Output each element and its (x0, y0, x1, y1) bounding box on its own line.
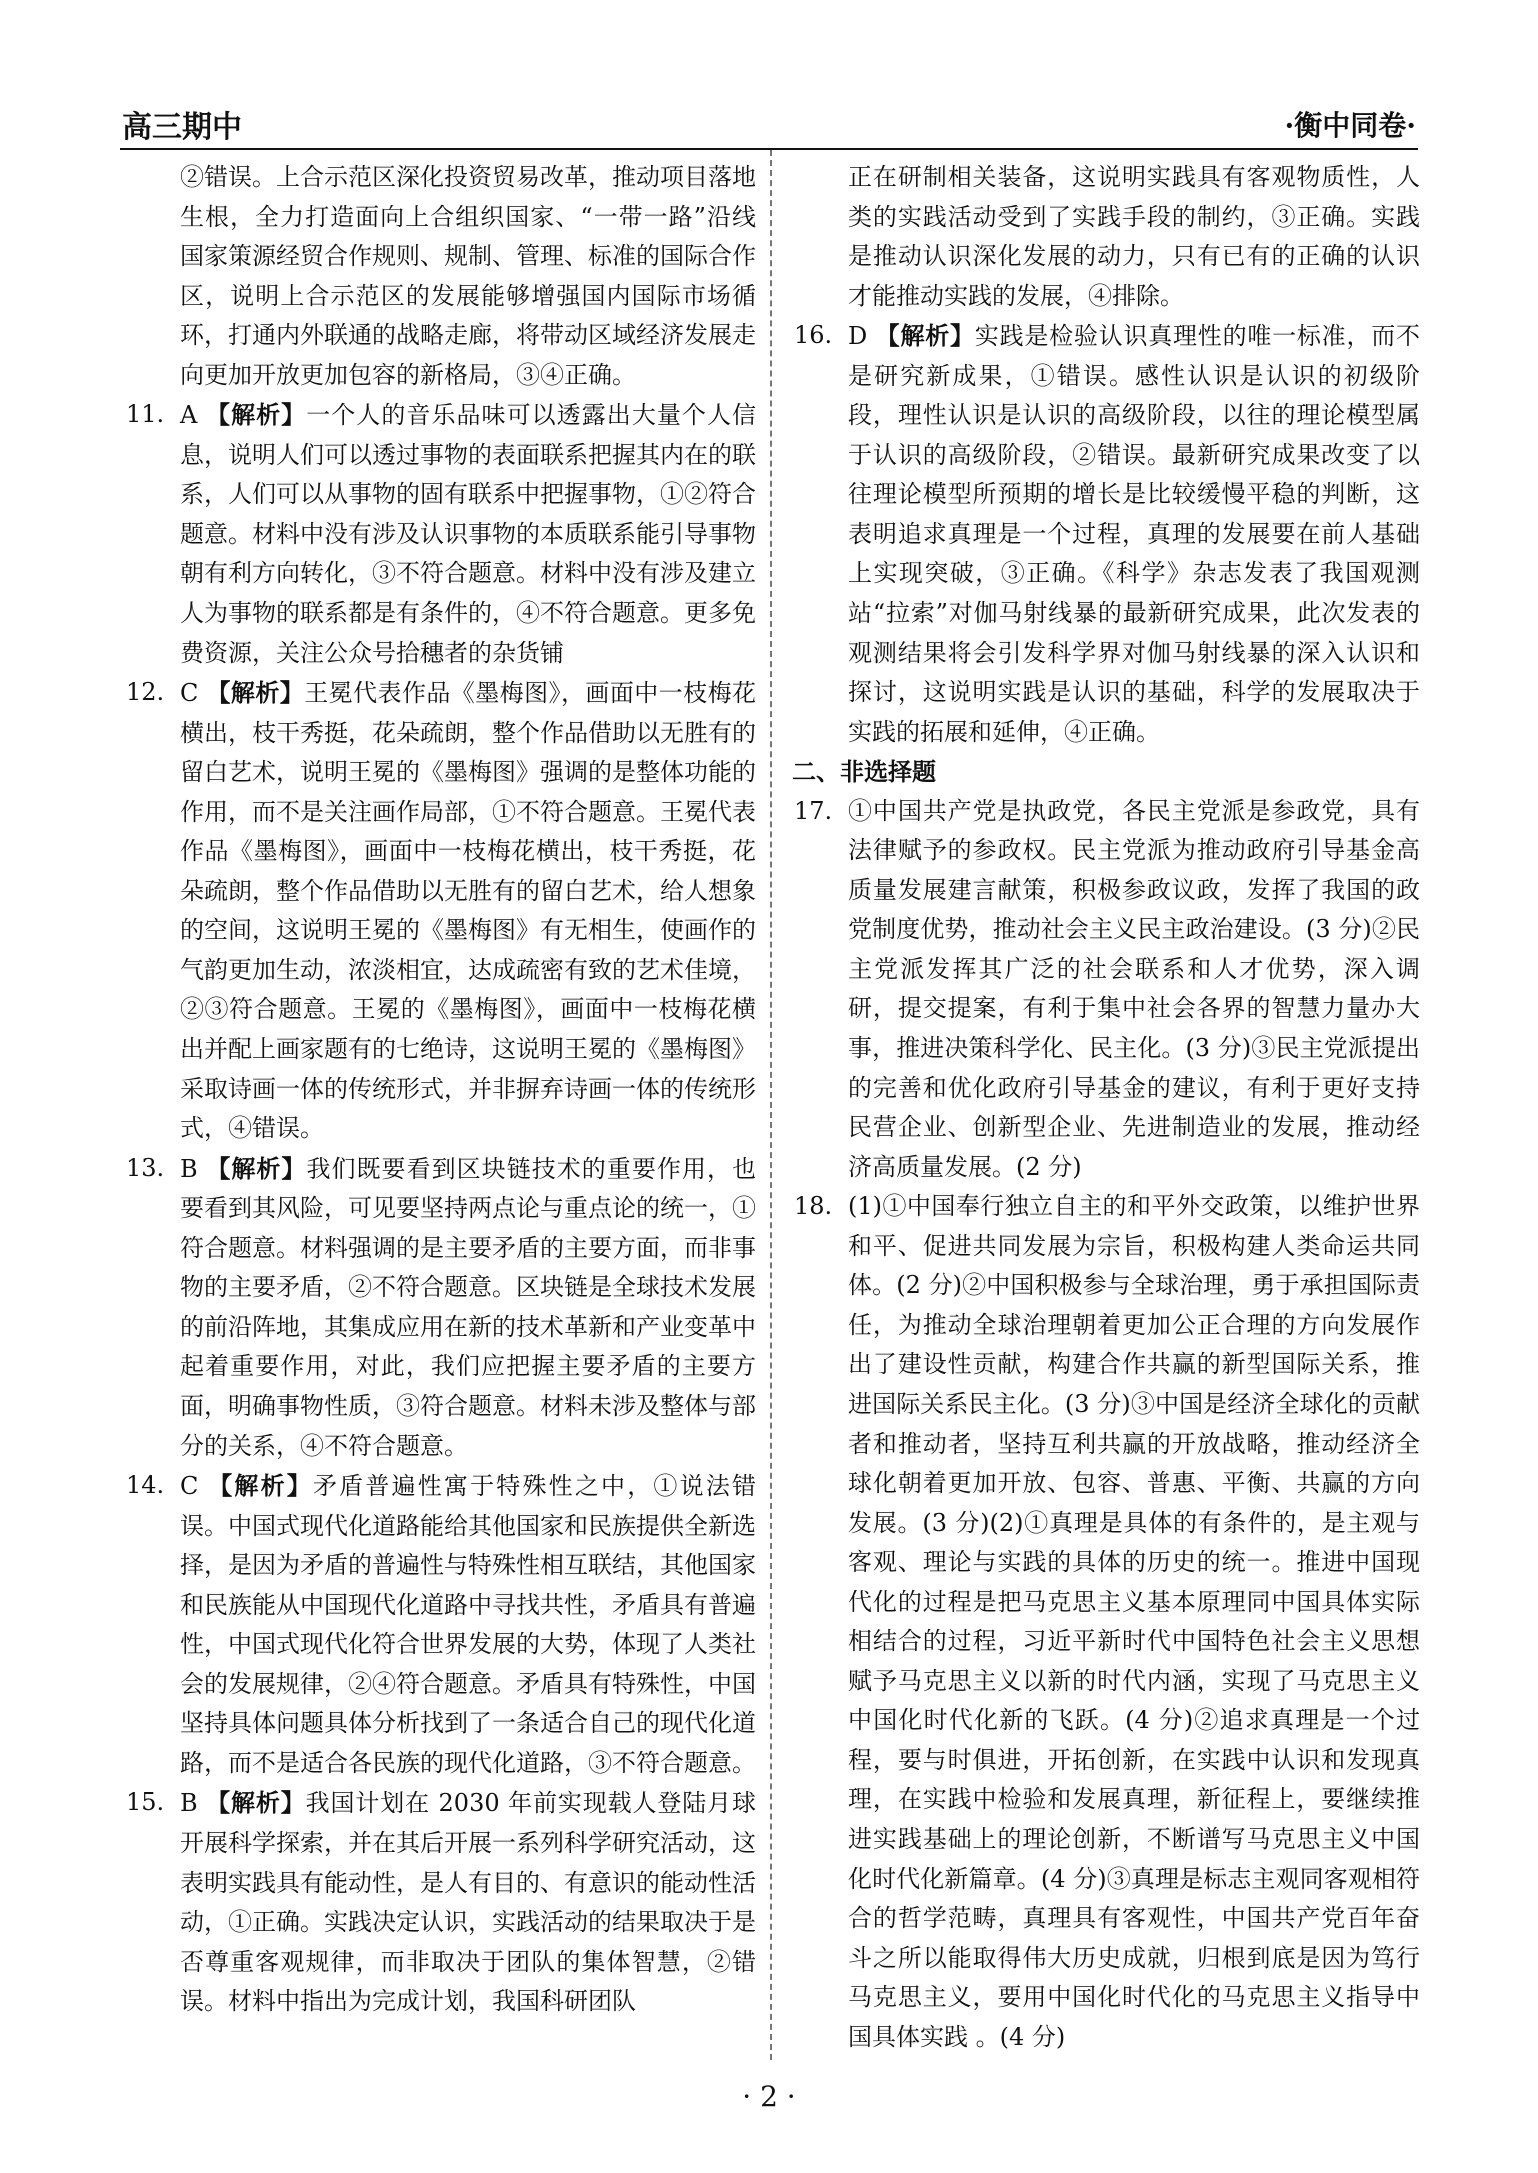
header-title: 高三期中 (122, 110, 242, 145)
answer-number: 12. (126, 678, 165, 707)
answer-17 (790, 792, 1420, 1187)
answer-18 (790, 1187, 1420, 2057)
answer-choice: C (180, 679, 199, 708)
answer-text: ①中国共产党是执政党，各民主党派是参政党，具有法律赋予的参政权。民主党派为推动政府引导基金高质量发展建言献策，积极参政议政，发挥了我国的政党制度优势，推动社会主义民主政治建设。(3 分)②民主党派发挥其广泛的社会联系和人才优势，深入调研，提交提案，有利于集中社会各界的智慧力量办大事，推进决策科学化、民主化。(3 分)③民主党派提出的完善和优化政府引导基金的建议，有利于更好支持民营企业、创新型企业、先进制造业的发展，推动经济高质量发展。(2 分) (848, 796, 1420, 1181)
answer-text: 我国计划在 2030 年前实现载人登陆月球开展科学探索，并在其后开展一系列科学研究活动，这表明实践具有能动性，是人有目的、有意识的能动性活动，①正确。实践决定认识，实践活动的结果取决于是否尊重客观规律，而非取决于团队的集体智慧，②错误。材料中指出为完成计划，我国科研团队 (180, 1789, 756, 2016)
analysis-tag: 【解析】 (206, 1788, 306, 1818)
section-heading: 二、非选择题 (792, 757, 936, 787)
answer-choice: D (848, 322, 868, 351)
answer-16 (790, 316, 1420, 752)
answer-13 (122, 1149, 756, 1466)
answer-number: 15. (126, 1788, 165, 1817)
answer-number: 14. (126, 1471, 165, 1500)
answer-text: 我们既要看到区块链技术的重要作用，也要看到其风险，可见要坚持两点论与重点论的统一，①符合题意。材料强调的是主要矛盾的主要方面，而非事物的主要矛盾，②不符合题意。区块链是全球技术发展的前沿阵地，其集成应用在新的技术革新和产业变革中起着重要作用，对此，我们应把握主要矛盾的主要方面，明确事物性质，③符合题意。材料未涉及整体与部分的关系，④不符合题意。 (180, 1154, 757, 1460)
answer-number: 16. (794, 321, 833, 350)
answer-text: 一个人的音乐品味可以透露出大量个人信息，说明人们可以透过事物的表面联系把握其内在的联系，人们可以从事物的固有联系中把握事物，①②符合题意。材料中没有涉及认识事物的本质联系能引导事物朝有利方向转化，③不符合题意。材料中没有涉及建立人为事物的联系都是有条件的，④不符合题意。更多免费资源，关注公众号拾穗者的杂货铺 (180, 401, 757, 667)
answer-number: 11. (126, 400, 165, 429)
answer-text: 王冕代表作品《墨梅图》，画面中一枝梅花横出，枝干秀挺，花朵疏朗，整个作品借助以无胜有的留白艺术，说明王冕的《墨梅图》强调的是整体功能的作用，而不是关注画作局部，①不符合题意。王冕代表作品《墨梅图》，画面中一枝梅花横出，枝干秀挺，花朵疏朗，整个作品借助以无胜有的留白艺术，给人想象的空间，这说明王冕的《墨梅图》有无相生，使画作的气韵更加生动，浓淡相宜，达成疏密有致的艺术佳境，②③符合题意。王冕的《墨梅图》，画面中一枝梅花横出并配上画家题有的七绝诗，这说明王冕的《墨梅图》采取诗画一体的传统形式，并非摒弃诗画一体的传统形式，④错误。 (180, 679, 757, 1143)
answer-text: 矛盾普遍性寓于特殊性之中，①说法错误。中国式现代化道路能给其他国家和民族提供全新选择，是因为矛盾的普遍性与特殊性相互联结，其他国家和民族能从中国现代化道路中寻找共性，矛盾具有普遍性，中国式现代化符合世界发展的大势，体现了人类社会的发展规律，②④符合题意。矛盾具有特殊性，中国坚持具体问题具体分析找到了一条适合自己的现代化道路，而不是适合各民族的现代化道路，③不符合题意。 (180, 1472, 757, 1777)
answer-choice: A (180, 401, 198, 430)
answer-text: (1)①中国奉行独立自主的和平外交政策，以维护世界和平、促进共同发展为宗旨，积极构建人类命运共同体。(2 分)②中国积极参与全球治理，勇于承担国际责任，为推动全球治理朝着更加公正合理的方向发展作出了建设性贡献，构建合作共赢的新型国际关系，推进国际关系民主化。(3 分)③中国是经济全球化的贡献者和推动者，坚持互利共赢的开放战略，推动经济全球化朝着更加开放、包容、普惠、平衡、共赢的方向发展。(3 分)(2)①真理是具体的有条件的，是主观与客观、理论与实践的具体的历史的统一。推进中国现代化的过程是把马克思主义基本原理同中国具体实际相结合的过程，习近平新时代中国特色社会主义思想赋予马克思主义以新的时代内涵，实现了马克思主义中国化时代化新的飞跃。(4 分)②追求真理是一个过程，要与时俱进，开拓创新，在实践中认识和发现真理，在实践中检验和发展真理，新征程上，要继续推进实践基础上的理论创新，不断谱写马克思主义中国化时代化新篇章。(4 分)③真理是标志主观同客观相符合的哲学范畴，真理具有客观性，中国共产党百年奋斗之所以能取得伟大历史成就，归根到底是因为笃行马克思主义，要用中国化时代化的马克思主义指导中国具体实践 。(4 分) (848, 1192, 1420, 2051)
analysis-tag: 【解析】 (206, 1153, 307, 1183)
answer-text: 实践是检验认识真理性的唯一标准，而不是研究新成果，①错误。感性认识是认识的初级阶段，理性认识是认识的高级阶段，以往的理论模型属于认识的高级阶段，②错误。最新研究成果改变了以往理论模型所预期的增长是比较缓慢平稳的判断，这表明追求真理是一个过程，真理的发展要在前人基础上实现突破，③正确。《科学》杂志发表了我国观测站“拉索”对伽马射线暴的最新研究成果，此次发表的观测结果将会引发科学界对伽马射线暴的深入认识和探讨，这说明实践是认识的基础，科学的发展取决于实践的拓展和延伸，④正确。 (848, 322, 1421, 746)
answer-number: 17. (794, 796, 833, 825)
page-number: · 2 · (742, 2080, 796, 2113)
answer-15-continued: 正在研制相关装备，这说明实践具有客观物质性，人类的实践活动受到了实践手段的制约，③正确。实践是推动认识深化发展的动力，只有已有的正确的认识才能推动实践的发展，④排除。 (848, 163, 1420, 310)
answer-14 (122, 1466, 756, 1783)
answer-choice: C (180, 1472, 199, 1501)
header-brand: ·衡中同卷· (1284, 109, 1416, 142)
column-divider (770, 150, 772, 2060)
answer-12 (122, 673, 756, 1149)
analysis-tag: 【解析】 (875, 321, 975, 351)
answer-choice: B (180, 1789, 198, 1818)
answer-10-continued: ②错误。上合示范区深化投资贸易改革，推动项目落地生根，全力打造面向上合组织国家、“一带一路”沿线国家策源经贸合作规则、规制、管理、标准的国际合作区，说明上合示范区的发展能够增强国内国际市场循环，打通内外联通的战略走廊，将带动区域经济发展走向更加开放更加包容的新格局，③④正确。 (180, 163, 756, 389)
analysis-tag: 【解析】 (206, 400, 307, 430)
answer-choice: B (180, 1154, 198, 1183)
analysis-tag: 【解析】 (206, 678, 305, 708)
right-column (790, 158, 1420, 2057)
page-header (120, 92, 1418, 150)
analysis-tag: 【解析】 (208, 1471, 313, 1501)
answer-11 (122, 395, 756, 673)
answer-15 (122, 1783, 756, 2021)
answer-number: 13. (126, 1153, 165, 1182)
left-column (122, 158, 756, 2022)
answer-number: 18. (794, 1192, 833, 1221)
